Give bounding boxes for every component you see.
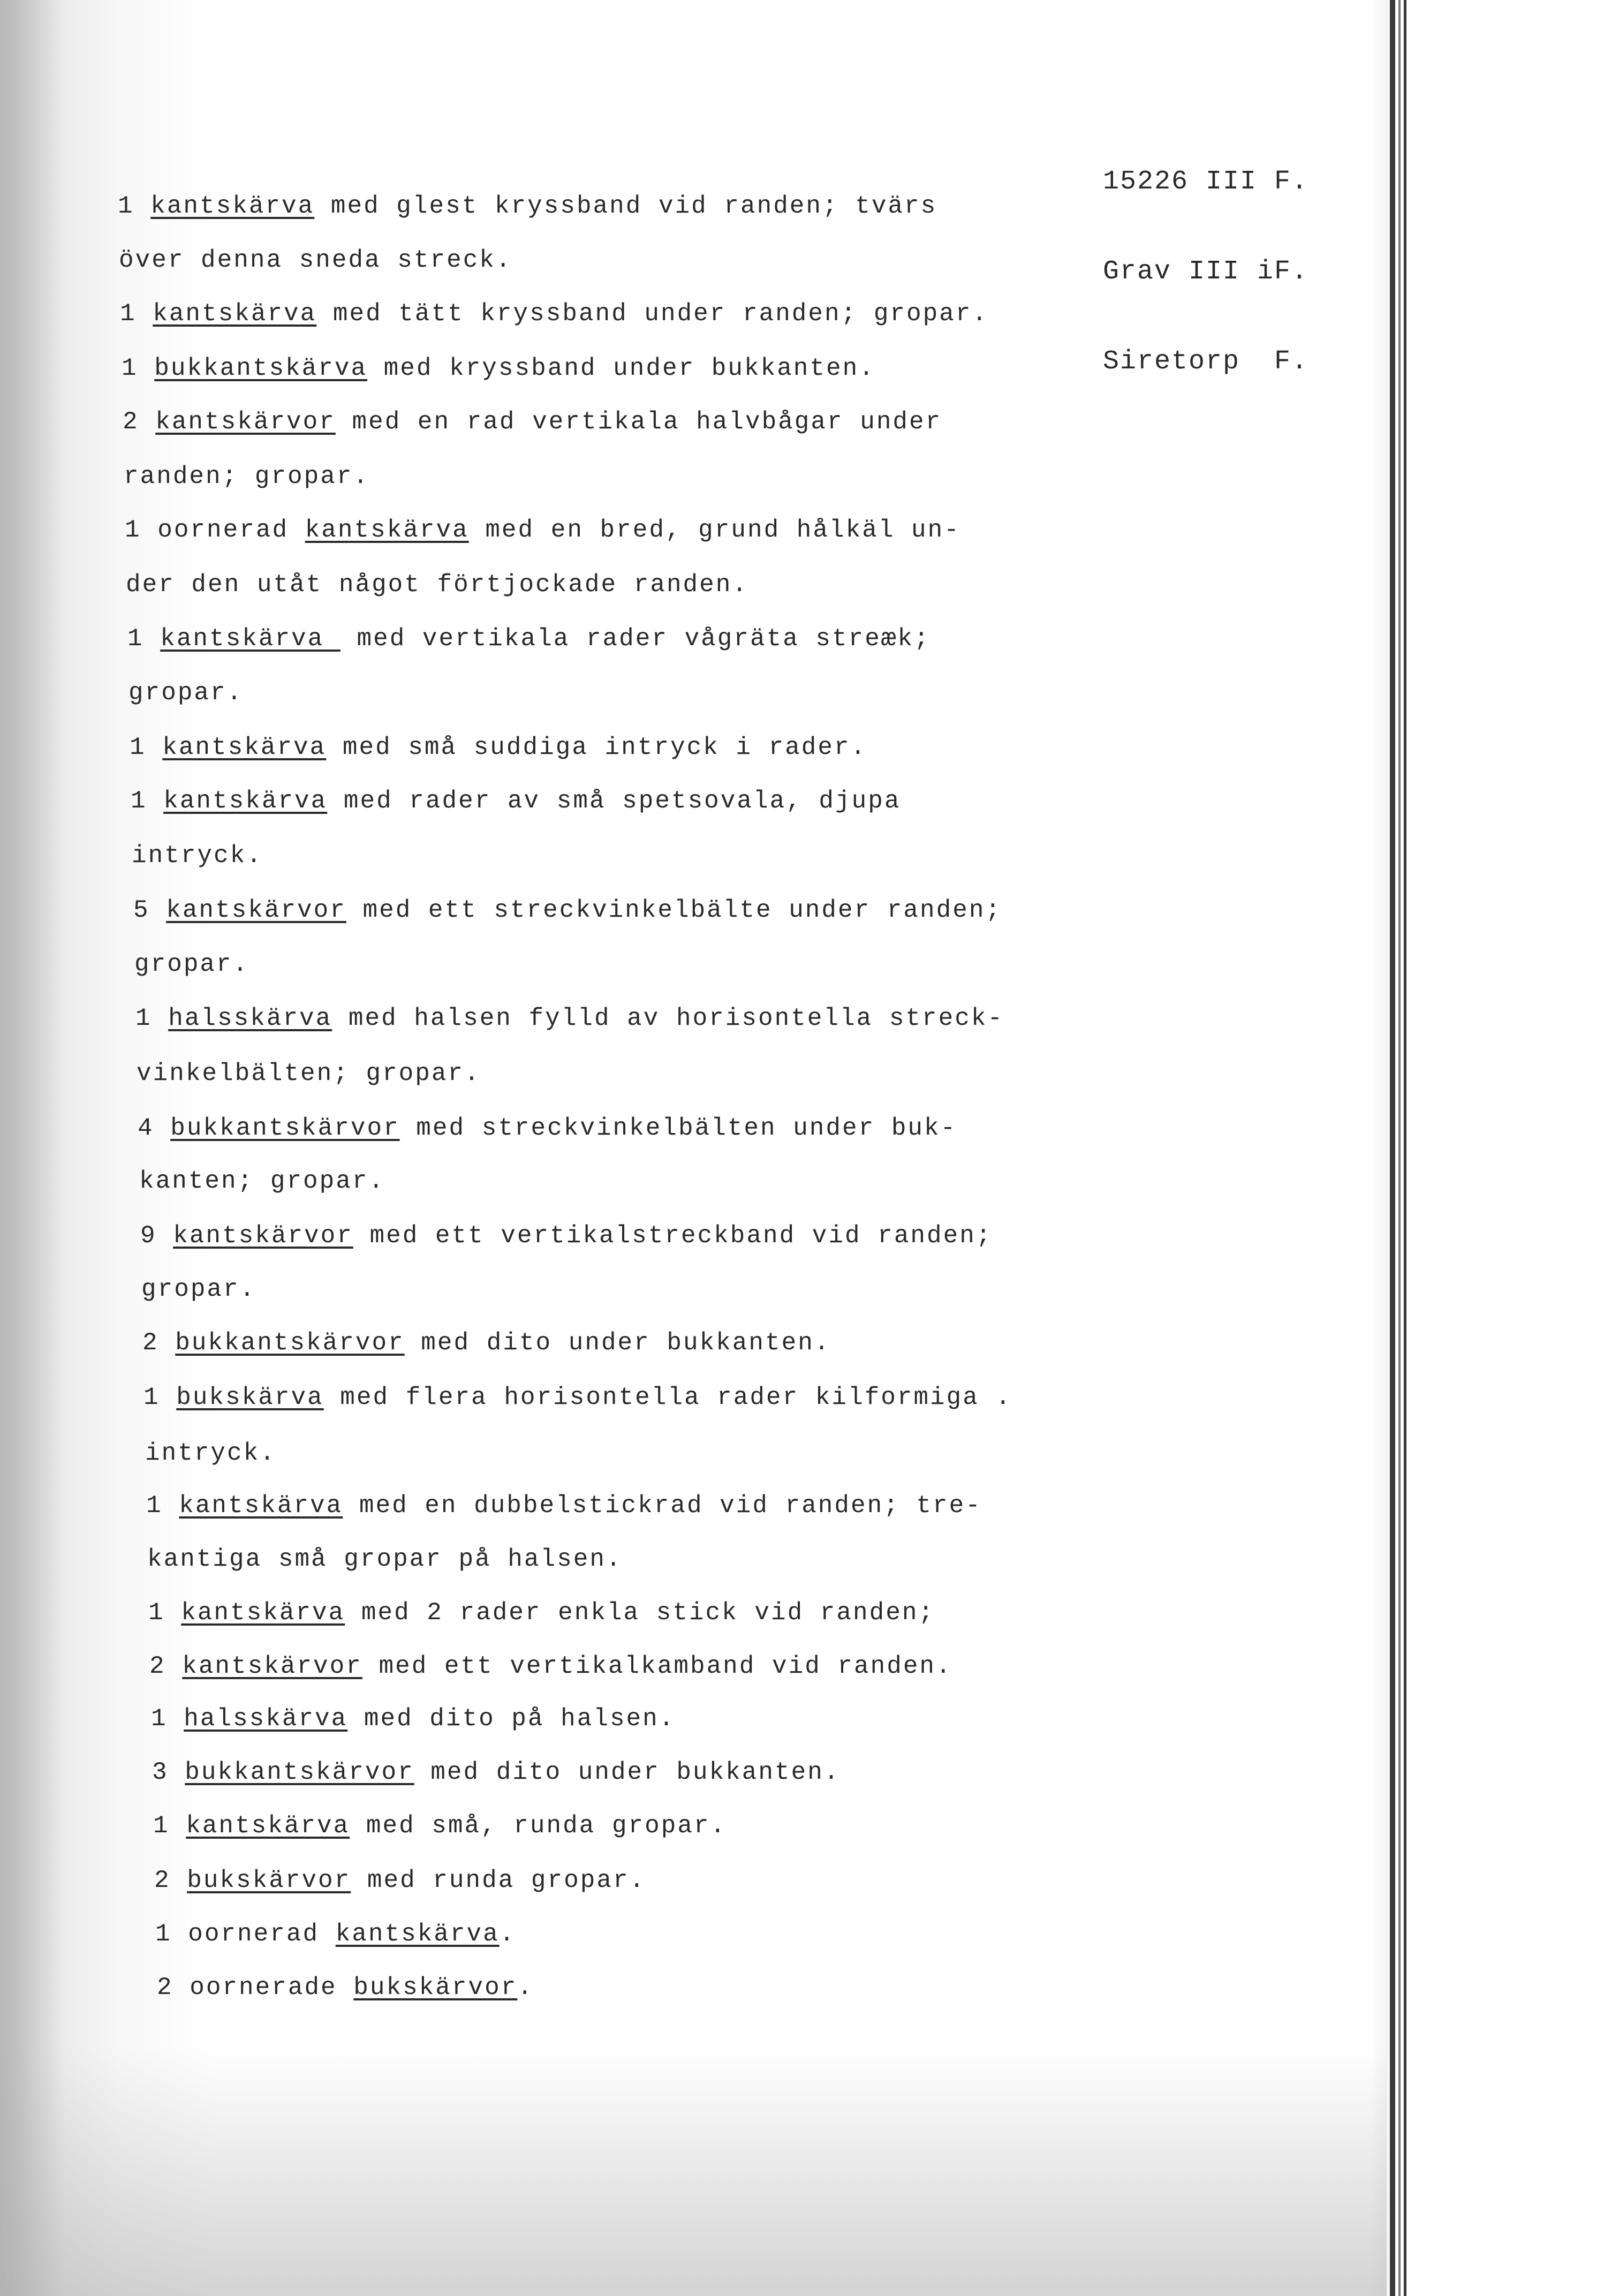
entry-term: bukkantskärva [154,354,368,382]
entry-continuation-line [147,1543,623,1575]
entry-line [142,1327,830,1359]
entry-count: 1 [146,1492,163,1520]
entry-description: kanten; gropar. [139,1167,385,1195]
entry-qualifier: oornerade [190,1974,354,2002]
entry-line [157,1972,534,2004]
grave-reference: Grav III iF. [1103,256,1309,287]
entry-count: 1 [148,1599,165,1627]
entry-line [149,1650,952,1682]
entry-description: der den utåt något förtjockade randen. [126,571,748,599]
entry-count: 2 [154,1867,171,1894]
entry-description: kantiga små gropar på halsen. [147,1545,623,1573]
entry-term: kantskärva [305,516,469,544]
entry-count: 1 [120,300,137,328]
entry-description: med dito på halsen. [347,1705,676,1733]
entry-line [118,190,937,222]
entry-description: gropar. [141,1275,256,1303]
entry-count: 1 [131,787,147,815]
entry-description: med runda gropar. [351,1867,646,1894]
entry-count: 1 [153,1812,170,1840]
entry-term: kantskärva [162,734,327,761]
entry-description: med en dubbelstickrad vid randen; tre- [343,1492,982,1520]
entry-term: bukskärvor [353,1974,518,2002]
entry-line [125,514,960,546]
entry-count: 1 [135,1004,152,1032]
entry-term: kantskärvor [173,1222,353,1250]
entry-continuation-line [139,1165,385,1197]
entry-line [131,785,901,817]
entry-term: kantskärva [150,192,315,220]
entry-continuation-line [126,569,748,601]
entry-description: med tätt kryssband under randen; gropar. [316,300,989,328]
entry-count: 1 [118,192,134,220]
entry-count: 2 [123,408,139,436]
entry-line [143,1381,1012,1414]
entry-term: kantskärva [153,300,317,328]
entry-description: med ett streckvinkelbälte under randen; [346,896,1002,924]
entry-description: med ett vertikalkamband vid randen. [362,1652,952,1680]
entry-term: kantskärva [160,625,341,653]
entry-continuation-line [145,1437,276,1469]
entry-line [153,1810,727,1842]
site-name: Siretorp F. [1103,346,1309,377]
entry-term: kantskärvor [182,1652,362,1680]
entry-term: bukskärva [176,1384,324,1411]
entry-description: med glest kryssband vid randen; tvärs [314,192,937,220]
entry-count: 2 [149,1652,166,1680]
entry-count: 1 [130,734,146,761]
scan-right-margin [1408,0,1619,2296]
entry-qualifier: oornerad [157,516,305,544]
entry-continuation-line [141,1273,256,1305]
scan-left-shadow [0,0,64,2296]
entry-description: med ett vertikalstreckband vid randen; [353,1222,993,1250]
entry-description: intryck. [145,1439,276,1467]
entry-term: kantskärva [186,1812,350,1840]
entry-description: . [517,1974,534,2002]
entry-description: med 2 rader enkla stick vid randen; [345,1599,935,1627]
entry-count: 5 [133,896,150,924]
entry-count: 1 [155,1920,172,1948]
entry-line [146,1490,982,1522]
entry-description: över denna sneda streck. [119,246,512,274]
entry-term: kantskärva [179,1492,343,1520]
entry-count: 1 [122,354,138,382]
entry-count: 1 [143,1384,160,1411]
entry-count: 1 [125,516,141,544]
entry-description: med flera horisontella rader kilformiga . [323,1384,1012,1411]
entry-continuation-line [137,1058,481,1090]
entry-term: halsskärva [184,1705,348,1733]
page-edge-line [1404,0,1406,2296]
entry-line [140,1220,992,1252]
entry-term: bukkantskärvor [175,1329,405,1357]
entry-line [123,406,942,438]
entry-count: 2 [142,1329,159,1357]
entry-description: med små suddiga intryck i rader. [326,734,867,761]
entry-count: 4 [138,1114,154,1142]
entry-line [127,623,930,655]
entry-count: 1 [127,625,144,653]
entry-term: bukskärvor [187,1867,351,1894]
entry-line [138,1112,957,1144]
entry-term: bukkantskärvor [185,1758,414,1786]
entry-description: med en rad vertikala halvbågar under [335,408,942,436]
entry-continuation-line [124,460,369,493]
entry-description: med rader av små spetsovala, djupa [327,787,901,815]
entry-description: med halsen fylld av horisontella streck- [332,1004,1004,1032]
entry-line [148,1597,935,1629]
entry-line [151,1703,675,1735]
entry-term: kantskärvor [166,896,346,924]
entry-line [133,894,1002,926]
entry-count: 1 [151,1705,168,1733]
page-edge-line [1390,0,1395,2296]
entry-description: med en bred, grund hålkäl un- [468,516,960,544]
entry-term: halsskärva [168,1004,332,1032]
entry-term: kantskärva [181,1599,345,1627]
entry-line [120,298,988,330]
entry-continuation-line [128,677,243,709]
entry-line [122,352,875,384]
entry-description: med dito under bukkanten. [404,1329,831,1357]
entry-description: vinkelbälten; gropar. [137,1060,481,1087]
catalogue-reference [1103,107,1381,437]
entry-line [135,1002,1004,1034]
entry-line [152,1756,840,1788]
entry-term: kantskärvor [155,408,336,436]
entry-term: kantskärva [335,1920,500,1948]
entry-count: 3 [152,1758,169,1786]
entry-line [130,731,867,764]
entry-description: med kryssband under bukkanten. [367,354,875,382]
page-edge-line [1398,0,1401,2296]
entry-term: kantskärva [163,787,328,815]
entry-line [154,1864,646,1897]
entry-description: . [499,1920,516,1948]
entry-qualifier: oornerad [188,1920,336,1948]
entry-count: 2 [157,1974,173,2002]
entry-term: bukkantskärvor [170,1114,400,1142]
entry-description: randen; gropar. [124,463,370,490]
entry-continuation-line [132,840,263,872]
entry-description: med små, runda gropar. [350,1812,727,1840]
scan-bottom-shade [0,2045,1387,2296]
entry-description: med vertikala rader vågräta streæk; [340,625,930,653]
entry-continuation-line [134,948,249,980]
catalogue-number: 15226 III F. [1103,167,1309,197]
entry-line [155,1918,516,1950]
entry-description: med streckvinkelbälten under buk- [399,1114,957,1142]
entry-description: med dito under bukkanten. [414,1758,841,1786]
entry-description: gropar. [134,950,249,978]
entry-count: 9 [140,1222,157,1250]
entry-continuation-line [119,244,512,276]
entry-description: gropar. [128,679,244,707]
entry-description: intryck. [132,842,263,870]
